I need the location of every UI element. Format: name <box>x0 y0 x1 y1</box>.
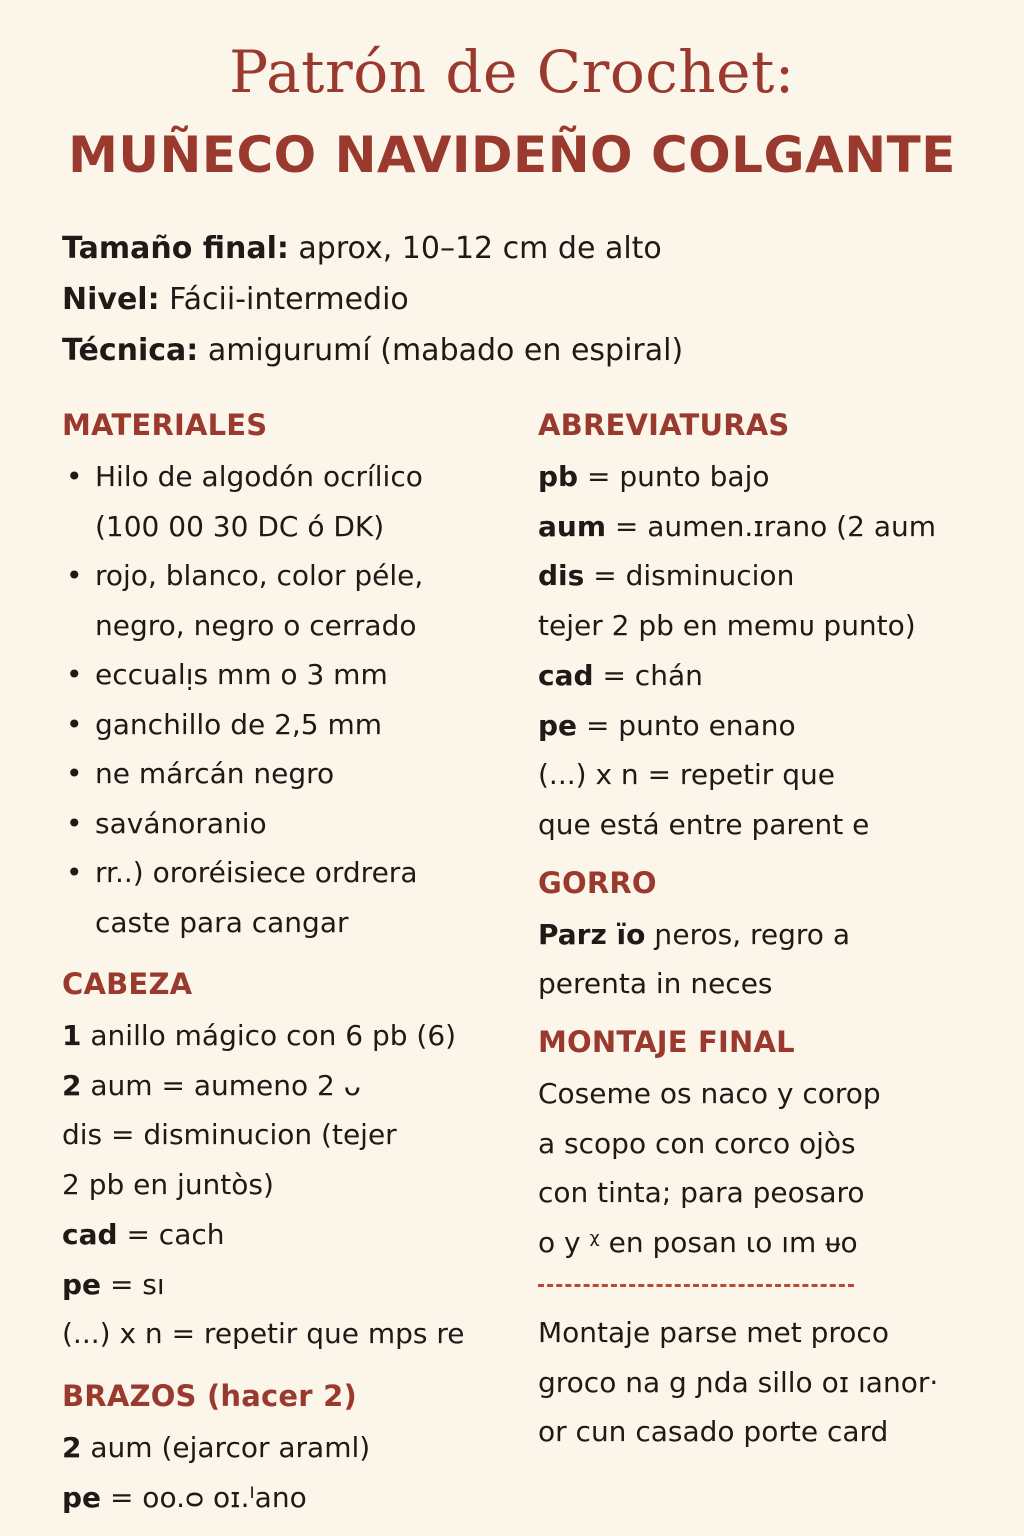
instruction-line: a scopo con corco ojòs <box>538 1126 856 1160</box>
instruction-line: groco na g ɲda sillo oɪ ıanor· <box>538 1365 939 1399</box>
instruction-line: perenta in neces <box>538 967 773 1001</box>
instruction-line: 2 pb en juntòs) <box>62 1168 274 1202</box>
meta-level <box>62 277 683 328</box>
list-item: • rr..) ororéisiece ordrera caste para cangar <box>66 856 418 939</box>
montaje-instructions <box>538 1069 978 1268</box>
right-column <box>538 398 978 1457</box>
brazos-instructions <box>62 1423 512 1522</box>
list-item: • rojo, blanco, color péle, negro, negro o cerrado <box>66 559 424 642</box>
gorro-instructions <box>538 910 978 1009</box>
abbreviation-line: aum = aumen.ɪrano (2 aum <box>538 509 936 543</box>
meta-technique <box>62 328 683 379</box>
list-item: • ganchillo de 2,5 mm <box>66 707 383 741</box>
pattern-title: Patrón de Crochet: <box>229 38 795 106</box>
meta-technique-label: Técnica: <box>62 333 199 368</box>
instruction-line: 1 anillo mágico con 6 pb (6) <box>62 1019 457 1052</box>
meta-technique-value: amigurumí (mabado en espiral) <box>198 333 684 368</box>
instruction-line: 2 aum = aumeno 2 ᴗ <box>62 1068 361 1102</box>
montaje-heading: MONTAJE FINAL <box>538 1025 795 1060</box>
instruction-line: o y ᵡ en posan ɩo ım ᵾo <box>538 1226 858 1260</box>
instruction-line: cad = cach <box>62 1217 225 1251</box>
materiales-heading: MATERIALES <box>62 408 268 442</box>
abbreviation-line: que está entre parent e <box>538 807 870 841</box>
instruction-line: Parz ïᴏ ɲeros, regro a <box>538 917 850 951</box>
pattern-meta <box>62 226 683 379</box>
abbreviation-line: dis = disminucion <box>538 559 795 593</box>
meta-size <box>62 226 683 277</box>
abbreviation-line: pb = punto bajo <box>538 460 770 493</box>
list-item: • ne márcán negro <box>66 757 335 790</box>
instruction-line: Montaje parse met proco <box>538 1315 889 1349</box>
abbreviation-line: pe = punto enano <box>538 708 796 742</box>
meta-size-label: Tamaño final: <box>62 231 289 266</box>
instruction-line: 2 aum (ejarcor araml) <box>62 1430 371 1464</box>
instruction-line: Coseme os naco y corop <box>538 1077 881 1111</box>
abbreviation-line: cad = chán <box>538 658 703 692</box>
pattern-subtitle: MUÑECO NAVIDEÑO COLGANTE <box>68 126 956 184</box>
instruction-line: pe = oo.ᴑ oɪ.ᴵano <box>62 1480 307 1514</box>
list-item: • Hilo de algodón ocrílico (100 00 30 DC ó DK) <box>66 460 423 543</box>
abreviaturas-list <box>538 452 978 850</box>
meta-size-value: aprox, 10–12 cm de alto <box>288 231 662 266</box>
meta-level-label: Nivel: <box>62 282 160 317</box>
materiales-list <box>62 452 512 947</box>
montaje-notes <box>538 1308 978 1457</box>
abbreviation-line: tejer 2 pb en memᴜ punto) <box>538 609 916 643</box>
abbreviation-line: (...) x n = repetir que <box>538 758 835 792</box>
abreviaturas-heading: ABREVIATURAS <box>538 408 790 442</box>
brazos-heading: BRAZOS (hacer 2) <box>62 1378 357 1413</box>
gorro-heading: GORRO <box>538 865 657 900</box>
instruction-line: con tinta; para peosaro <box>538 1176 865 1210</box>
list-item: • savánoranio <box>66 806 267 840</box>
section-divider <box>538 1284 854 1287</box>
instruction-line: pe = sı <box>62 1267 165 1301</box>
instruction-line: or cun casado porte card <box>538 1415 889 1449</box>
instruction-line: dis = disminucion (tejer <box>62 1118 397 1152</box>
left-column <box>62 398 512 1522</box>
meta-level-value: Fácii-intermedio <box>159 282 409 317</box>
cabeza-instructions <box>62 1011 512 1359</box>
list-item: • eccualᴉs mm o 3 mm <box>66 658 388 691</box>
cabeza-heading: CABEZA <box>62 967 193 1001</box>
instruction-line: (...) x n = repetir que mps re <box>62 1317 465 1351</box>
